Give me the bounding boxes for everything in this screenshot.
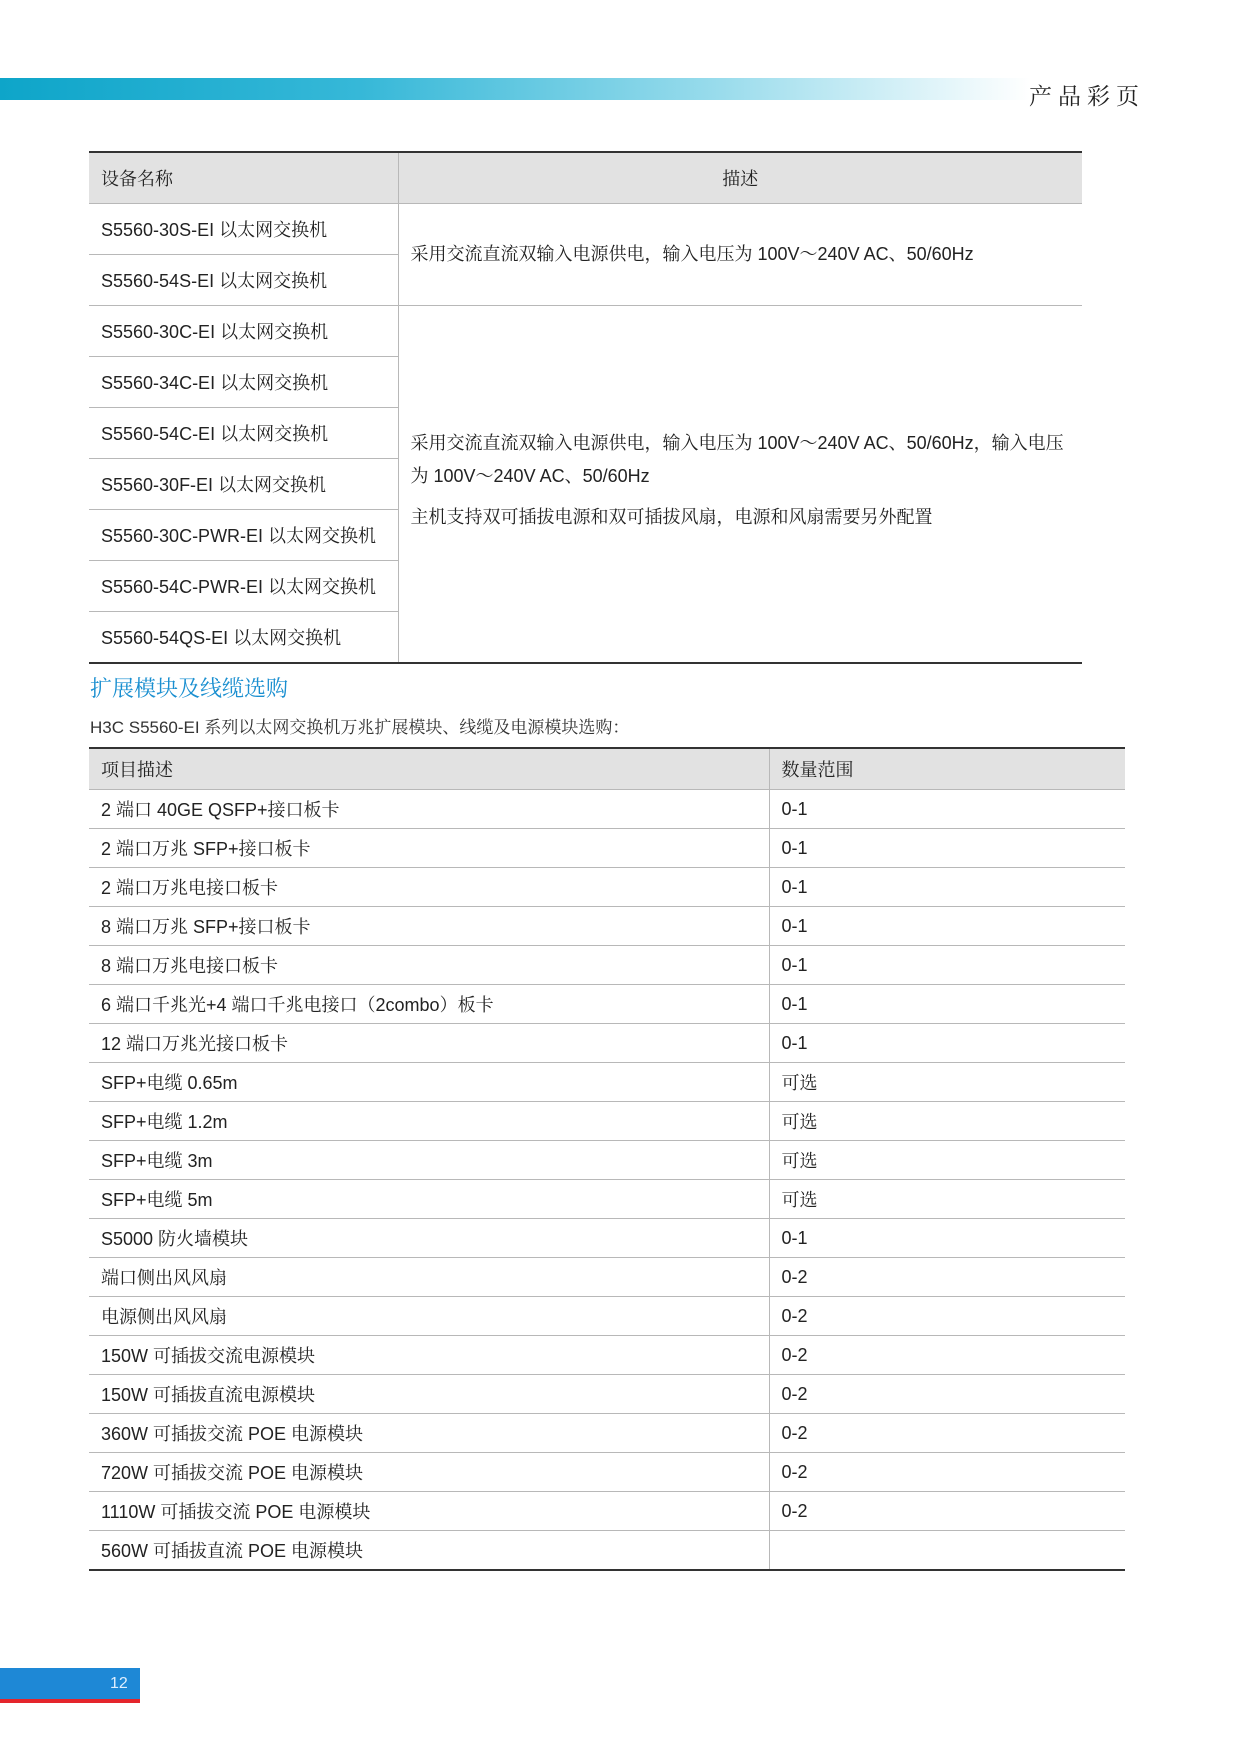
table-row [89,907,1125,946]
quantity-range: 0-2 [769,1492,1125,1531]
quantity-range: 可选 [769,1063,1125,1102]
item-description: 360W 可插拔交流 POE 电源模块 [89,1414,769,1453]
item-description: 电源侧出风风扇 [89,1297,769,1336]
quantity-range: 0-1 [769,907,1125,946]
item-description: 2 端口万兆 SFP+接口板卡 [89,829,769,868]
quantity-range: 0-1 [769,790,1125,829]
item-description: 端口侧出风风扇 [89,1258,769,1297]
item-description: SFP+电缆 1.2m [89,1102,769,1141]
table-row [89,1102,1125,1141]
table-row [89,1414,1125,1453]
quantity-range: 可选 [769,1180,1125,1219]
table-row [89,204,1082,255]
device-description [398,204,1082,306]
item-description: 560W 可插拔直流 POE 电源模块 [89,1531,769,1571]
table-row [89,790,1125,829]
quantity-range: 0-2 [769,1414,1125,1453]
item-description: 2 端口 40GE QSFP+接口板卡 [89,790,769,829]
table-row [89,1258,1125,1297]
section-title: 扩展模块及线缆选购 [90,676,289,701]
table-row [89,1336,1125,1375]
header-title: 产品彩页 [1029,84,1145,110]
description-text: 采用交流直流双输入电源供电，输入电压为 100V～240V AC、50/60Hz，输入电压为 100V～240V AC、50/60Hz [410,432,1064,486]
table-row [89,1063,1125,1102]
description-text: 主机支持双可插拔电源和双可插拔风扇，电源和风扇需要另外配置 [410,506,933,527]
quantity-range: 0-1 [769,1024,1125,1063]
device-name: S5560-30C-PWR-EI 以太网交换机 [89,510,398,561]
device-name: S5560-30F-EI 以太网交换机 [89,459,398,510]
item-description: S5000 防火墙模块 [89,1219,769,1258]
table-row [89,1180,1125,1219]
column-header-device-name: 设备名称 [89,152,398,204]
item-description: 150W 可插拔直流电源模块 [89,1375,769,1414]
device-description [398,306,1082,664]
module-options-table [89,747,1125,1571]
table-row [89,1297,1125,1336]
item-description: 8 端口万兆 SFP+接口板卡 [89,907,769,946]
table-row [89,1141,1125,1180]
item-description: 720W 可插拔交流 POE 电源模块 [89,1453,769,1492]
item-description: 2 端口万兆电接口板卡 [89,868,769,907]
table-row [89,946,1125,985]
item-description: 1110W 可插拔交流 POE 电源模块 [89,1492,769,1531]
quantity-range: 0-2 [769,1258,1125,1297]
device-name: S5560-54C-EI 以太网交换机 [89,408,398,459]
item-description: 150W 可插拔交流电源模块 [89,1336,769,1375]
item-description: 8 端口万兆电接口板卡 [89,946,769,985]
device-name: S5560-30S-EI 以太网交换机 [89,204,398,255]
table-row [89,829,1125,868]
header-color-band [0,78,1030,100]
item-description: 6 端口千兆光+4 端口千兆电接口（2combo）板卡 [89,985,769,1024]
quantity-range: 0-1 [769,868,1125,907]
table-row [89,306,1082,357]
device-name: S5560-30C-EI 以太网交换机 [89,306,398,357]
quantity-range: 0-1 [769,985,1125,1024]
description-text: 采用交流直流双输入电源供电，输入电压为 100V～240V AC、50/60Hz [410,244,974,264]
page-number-badge [0,1668,140,1703]
table-header-row [89,152,1082,204]
quantity-range: 0-1 [769,829,1125,868]
table-row [89,1531,1125,1571]
quantity-range: 0-1 [769,1219,1125,1258]
table-row [89,1453,1125,1492]
item-description: SFP+电缆 3m [89,1141,769,1180]
quantity-range: 可选 [769,1102,1125,1141]
column-header-quantity: 数量范围 [769,748,1125,790]
item-description: SFP+电缆 5m [89,1180,769,1219]
column-header-description: 描述 [398,152,1082,204]
table-row [89,868,1125,907]
table-row [89,1024,1125,1063]
device-name: S5560-54QS-EI 以太网交换机 [89,612,398,664]
table-row [89,985,1125,1024]
device-name: S5560-54S-EI 以太网交换机 [89,255,398,306]
table-row [89,1219,1125,1258]
column-header-item: 项目描述 [89,748,769,790]
quantity-range: 0-2 [769,1336,1125,1375]
device-power-table [89,151,1082,664]
item-description: 12 端口万兆光接口板卡 [89,1024,769,1063]
table-row [89,1375,1125,1414]
device-name: S5560-34C-EI 以太网交换机 [89,357,398,408]
item-description: SFP+电缆 0.65m [89,1063,769,1102]
quantity-range: 0-2 [769,1297,1125,1336]
quantity-range: 可选 [769,1141,1125,1180]
section-intro: H3C S5560-EI 系列以太网交换机万兆扩展模块、线缆及电源模块选购： [90,718,630,737]
quantity-range: 0-2 [769,1453,1125,1492]
quantity-range: 0-2 [769,1375,1125,1414]
quantity-range: 0-1 [769,946,1125,985]
quantity-range [769,1531,1125,1571]
table-header-row [89,748,1125,790]
device-name: S5560-54C-PWR-EI 以太网交换机 [89,561,398,612]
table-row [89,1492,1125,1531]
page-number: 12 [110,1675,128,1692]
